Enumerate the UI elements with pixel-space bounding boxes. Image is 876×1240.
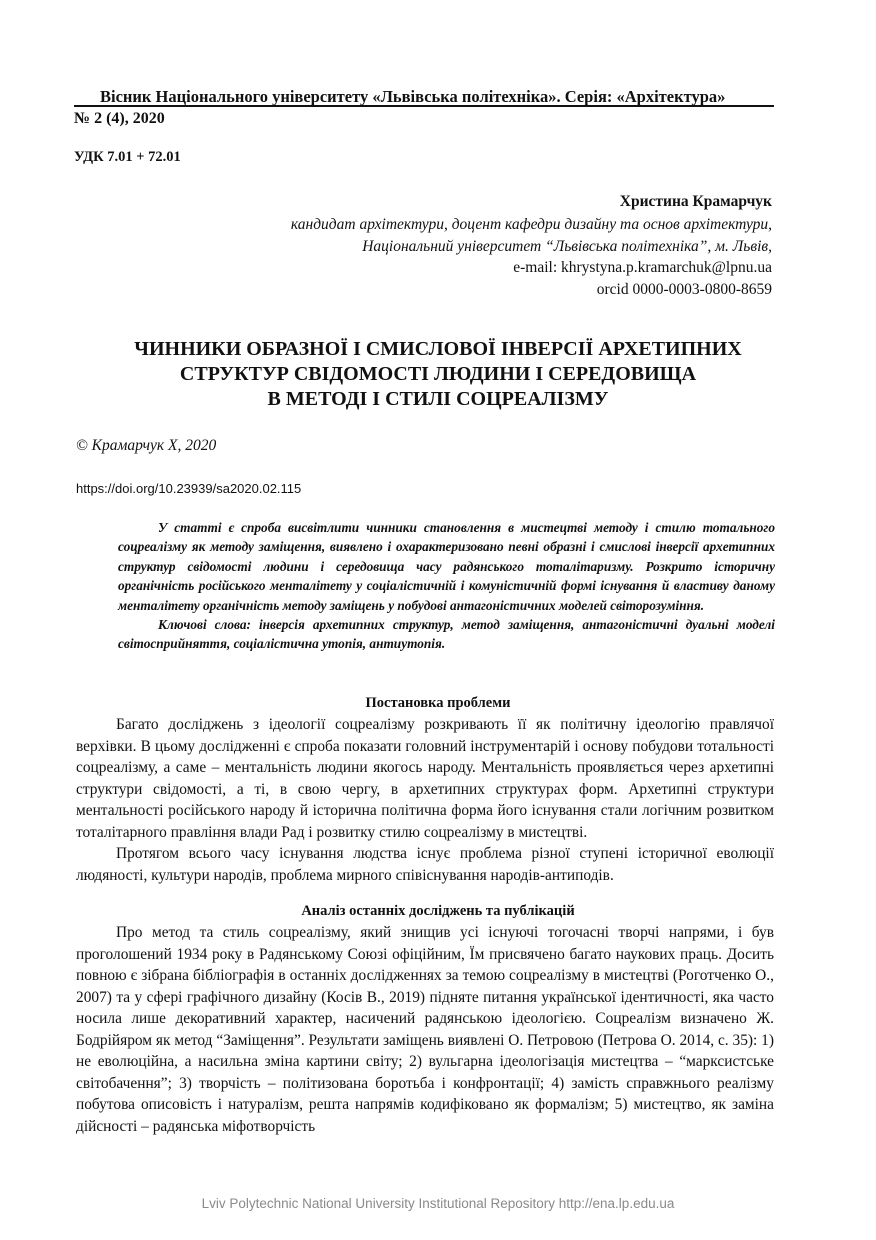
repository-footer: Lviv Polytechnic National University Institutional Repository http://ena.lp.edu.ua — [201, 1196, 675, 1211]
copyright: © Крамарчук Х, 2020 — [76, 437, 217, 454]
title-line: В МЕТОДІ І СТИЛІ СОЦРЕАЛІЗМУ — [267, 388, 609, 410]
author-university: Національний університет “Львівська політехніка”, м. Львів, — [362, 238, 772, 255]
paragraph: Про метод та стиль соцреалізму, який знищив усі існуючі тогочасні творчі напрями, і був проголошений 1934 року в Радянському Союзі офіційним, Їм присвячено багато наукових праць. Досить повною є зібрана бібліографія в останніх дослідженнях за темою соцреалізму в мистецтві (Роготченко О., 2007) та у сфері графічного дизайну (Косів В., 2019) підняте питання української ідентичності, яка часто носила лише декоративний характер, насичений радянською ідеологією. Соцреалізм визначено Ж. Бодрійяром як метод “Заміщення”. Результати заміщень виявлені О. Петровою (Петрова О. 2014, с. 35): 1) не еволюційна, а насильна зміна картини світу; 2) вульгарна ідеологізація мистецтва – “марксистське світобачення”; 3) творчість – політизована боротьба і конфронтації; 4) замість справжнього реалізму побутова описовість і натуралізм, решта напрямів кодифіковано як формалізм; 5) мистецтво, як заміна дійсності – радянська міфотворчість — [76, 924, 774, 1135]
title-line: СТРУКТУР СВІДОМОСТІ ЛЮДИНИ І СЕРЕДОВИЩА — [179, 363, 697, 385]
doi-link[interactable]: https://doi.org/10.23939/sa2020.02.115 — [76, 481, 302, 496]
paragraph: Багато досліджень з ідеології соцреалізму розкривають її як політичну ідеологію правлячої верхівки. В цьому дослідженні є спроба показати головний інструментарій і основу побудови тотальності соцреалізму, а саме – ментальність людини якогось народу. Ментальність проявляється через архетипні структури свідомості, а ті, в свою чергу, в архетипних структурах форм. Архетипні структури ментальності російського народу й історична політична форма його існування стали логічним розвитком тоталітарного правління влади Рад і розвитку стилю соцреалізму в мистецтві. — [76, 716, 774, 841]
orcid-label: orcid — [596, 281, 629, 298]
title-line: ЧИННИКИ ОБРАЗНОЇ І СМИСЛОВОЇ ІНВЕРСІЇ АРХЕТИПНИХ — [134, 338, 742, 360]
abstract — [118, 518, 775, 654]
author-orcid[interactable] — [597, 281, 772, 299]
author-position: кандидат архітектури, доцент кафедри дизайну та основ архітектури, — [290, 216, 772, 233]
issue-number: № 2 (4), 2020 — [74, 110, 165, 127]
section-heading-problem: Постановка проблеми — [365, 695, 511, 711]
header-rule — [74, 105, 774, 107]
section-heading-analysis: Аналіз останніх досліджень та публікацій — [301, 903, 575, 919]
article-title — [0, 337, 876, 412]
author-email[interactable]: e-mail: khrystyna.p.kramarchuk@lpnu.ua — [513, 259, 772, 276]
keywords: Ключові слова: інверсія архетипних структур, метод заміщення, антагоністичні дуальні моделі світосприйняття, соціалістична утопія, антиутопія. — [118, 617, 775, 652]
abstract-text: У статті є спроба висвітлити чинники становлення в мистецтві методу і стилю тотального соцреалізму як методу заміщення, виявлено і охарактеризовано певні образні і смислові інверсії архетипних структур свідомості людини і середовища часу радянського тоталітаризму. Розкрито історичну органічність російського менталітету у соціалістичній і комуністичній формі існування й властиву даному менталітету органічність методу заміщень у побудові антагоністичних моделей світорозуміння. — [118, 520, 775, 613]
udk-code: УДК 7.01 + 72.01 — [74, 149, 181, 165]
paragraph: Протягом всього часу існування людства існує проблема різної ступені історичної еволюції людяності, культури народів, проблема мирного співіснування народів-антиподів. — [76, 845, 774, 884]
section-body-problem — [76, 714, 774, 886]
section-body-analysis — [76, 922, 774, 1137]
orcid-value: 0000-0003-0800-8659 — [632, 281, 772, 298]
author-name: Христина Крамарчук — [619, 193, 772, 210]
journal-header: Вісник Національного університету «Львівська політехніка». Серія: «Архітектура» — [100, 87, 726, 106]
